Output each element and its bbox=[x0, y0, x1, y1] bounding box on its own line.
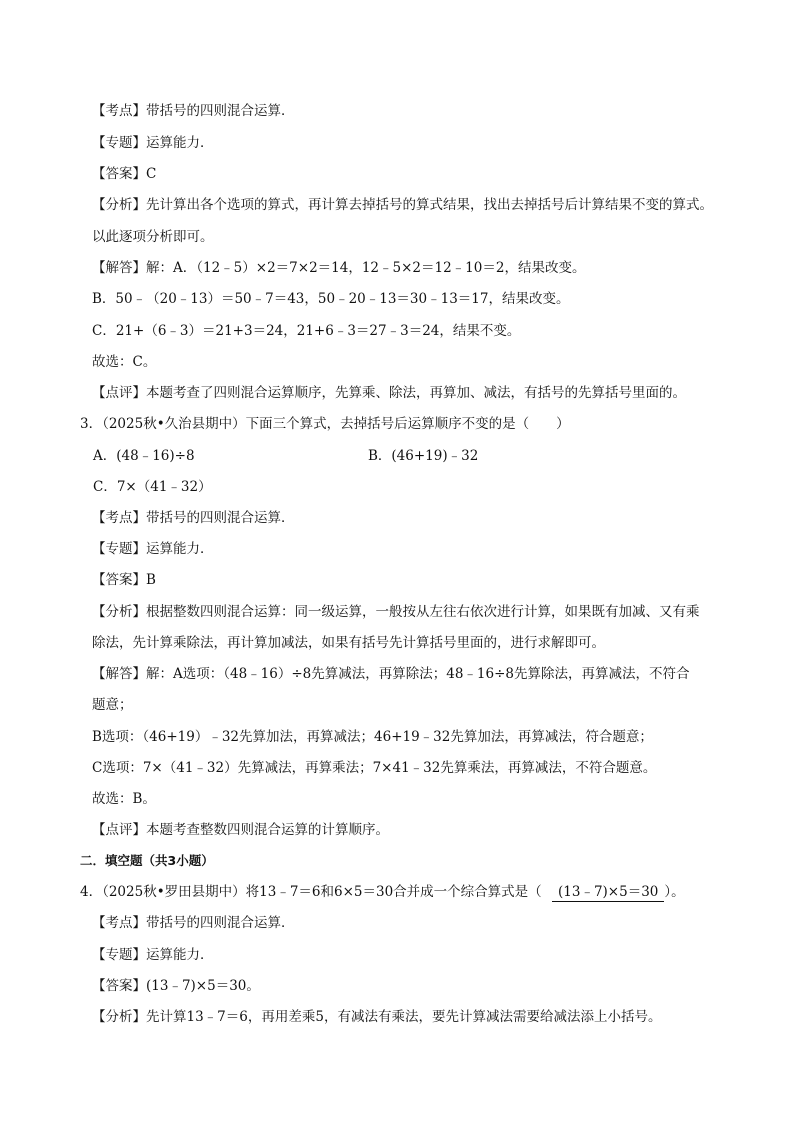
text-line bbox=[92, 977, 260, 995]
text-line bbox=[93, 447, 195, 465]
line-text: 解：A选项：（48﹣16）÷8先算减法，再算除法；48﹣16÷8先算除法，再算减法，不符合 bbox=[146, 666, 690, 682]
q4-tail: ）。 bbox=[664, 884, 685, 900]
line-text: A．(48﹣16)÷8 bbox=[93, 448, 195, 464]
text-line bbox=[92, 290, 569, 308]
text-line bbox=[92, 634, 605, 652]
line-text: 运算能力． bbox=[146, 541, 214, 557]
line-text: C．7×（41﹣32） bbox=[93, 479, 212, 495]
section-tag: 【考点】 bbox=[92, 510, 146, 526]
text-line bbox=[92, 165, 156, 183]
text-line bbox=[92, 259, 585, 277]
section-tag: 【答案】 bbox=[92, 978, 146, 994]
line-text: B选项：（46+19）﹣32先算加法，再算减法；46+19﹣32先算加法，再算减法，符合题意； bbox=[92, 729, 653, 745]
text-line bbox=[92, 665, 690, 683]
section-tag: 【专题】 bbox=[92, 135, 146, 151]
line-text: 本题考查了四则混合运算顺序，先算乘、除法，再算加、减法，有括号的先算括号里面的。 bbox=[146, 385, 686, 401]
line-text: 运算能力． bbox=[146, 947, 214, 963]
section-tag: 【分析】 bbox=[92, 604, 146, 620]
line-text: 带括号的四则混合运算． bbox=[146, 510, 295, 526]
text-line bbox=[92, 196, 713, 214]
line-text: 故选：B。 bbox=[92, 791, 156, 807]
q4-answer-blank bbox=[552, 883, 685, 901]
line-text: 3．（2025秋•久治县期中）下面三个算式，去掉括号后运算顺序不变的是（ ） bbox=[80, 416, 570, 432]
text-line bbox=[92, 102, 295, 120]
line-text: 运算能力． bbox=[146, 135, 214, 151]
line-text: C选项：7×（41﹣32）先算减法，再算乘法；7×41﹣32先算乘法，再算减法，不符合题意。 bbox=[92, 760, 657, 776]
line-text: 以此逐项分析即可。 bbox=[92, 229, 214, 245]
line-text: 除法，先计算乘除法，再计算加减法，如果有括号先计算括号里面的，进行求解即可。 bbox=[92, 635, 605, 651]
text-line bbox=[92, 1008, 661, 1026]
section-tag: 【点评】 bbox=[92, 822, 146, 838]
line-text: 故选：C。 bbox=[92, 354, 157, 370]
section-tag: 【答案】 bbox=[92, 572, 146, 588]
section-tag: 【专题】 bbox=[92, 541, 146, 557]
line-text: B．50﹣（20﹣13）＝50﹣7＝43，50﹣20﹣13＝30﹣13＝17，结果改变。 bbox=[92, 291, 570, 307]
line-text: C bbox=[146, 166, 157, 182]
text-line bbox=[80, 883, 542, 901]
line-text: 带括号的四则混合运算． bbox=[146, 915, 295, 931]
text-line bbox=[92, 353, 156, 371]
section-tag: 【考点】 bbox=[92, 103, 146, 119]
section-title: 二．填空题（共3小题） bbox=[80, 853, 214, 868]
text-line bbox=[92, 603, 700, 621]
section-tag: 【考点】 bbox=[92, 915, 146, 931]
text-line bbox=[80, 415, 570, 433]
section-tag: 【专题】 bbox=[92, 947, 146, 963]
text-line bbox=[92, 759, 656, 777]
section-tag: 【点评】 bbox=[92, 385, 146, 401]
blank-answer: (13﹣7)×5＝30 bbox=[552, 883, 664, 902]
line-text: 解：A．（12﹣5）×2＝7×2＝14，12﹣5×2＝12﹣10＝2，结果改变。 bbox=[146, 260, 586, 276]
option-text: B．(46+19)﹣32 bbox=[368, 448, 479, 464]
q3-option-b bbox=[368, 447, 478, 465]
line-text: 先计算出各个选项的算式，再计算去掉括号的算式结果，找出去掉括号后计算结果不变的算式。 bbox=[146, 197, 713, 213]
text-line bbox=[92, 322, 520, 340]
section-tag: 【分析】 bbox=[92, 1009, 146, 1025]
text-line bbox=[92, 134, 214, 152]
text-line bbox=[92, 946, 214, 964]
text-line bbox=[92, 696, 133, 714]
text-line bbox=[92, 914, 295, 932]
section-tag: 【解答】 bbox=[92, 666, 146, 682]
line-text: 带括号的四则混合运算． bbox=[146, 103, 295, 119]
text-line bbox=[92, 384, 686, 402]
text-line bbox=[92, 540, 214, 558]
text-line bbox=[92, 228, 214, 246]
line-text: (13﹣7)×5＝30。 bbox=[146, 978, 260, 994]
line-text: C．21+（6﹣3）＝21+3＝24，21+6﹣3＝27﹣3＝24，结果不变。 bbox=[92, 323, 521, 339]
text-line bbox=[93, 478, 212, 496]
section-tag: 【解答】 bbox=[92, 260, 146, 276]
section-heading bbox=[80, 852, 214, 870]
line-text: 4．（2025秋•罗田县期中）将13﹣7＝6和6×5＝30合并成一个综合算式是（ bbox=[80, 884, 542, 900]
line-text: 本题考查整数四则混合运算的计算顺序。 bbox=[146, 822, 389, 838]
line-text: B bbox=[146, 572, 156, 588]
line-text: 先计算13﹣7＝6，再用差乘5，有减法有乘法，要先计算减法需要给减法添上小括号。 bbox=[146, 1009, 662, 1025]
text-line bbox=[92, 790, 156, 808]
line-text: 题意； bbox=[92, 697, 133, 713]
text-line bbox=[92, 728, 653, 746]
text-line bbox=[92, 821, 389, 839]
section-tag: 【分析】 bbox=[92, 197, 146, 213]
line-text: 根据整数四则混合运算：同一级运算，一般按从左往右依次进行计算，如果既有加减、又有乘 bbox=[146, 604, 700, 620]
section-tag: 【答案】 bbox=[92, 166, 146, 182]
text-line bbox=[92, 571, 156, 589]
text-line bbox=[92, 509, 295, 527]
